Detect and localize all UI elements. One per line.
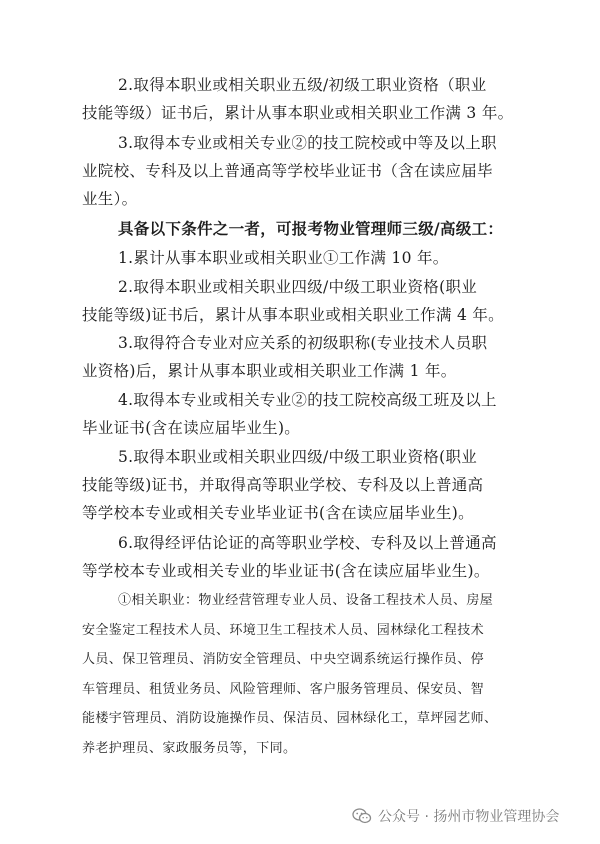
- footnote-line: 车管理员、租赁业务员、风险管理师、客户服务管理员、保安员、智: [82, 681, 485, 697]
- footnote-line: 安全鉴定工程技术人员、环境卫生工程技术人员、园林绿化工程技术: [82, 622, 485, 638]
- paragraph-line: 业生）。: [82, 190, 138, 208]
- paragraph-line: 技能等级)证书后，累计从事本职业或相关职业工作满 4 年。: [82, 306, 504, 324]
- watermark-text: 公众号 · 扬州市物业管理协会: [378, 809, 560, 825]
- paragraph-line: 业资格)后，累计从事本职业或相关职业工作满 1 年。: [82, 362, 457, 380]
- paragraph-line: 6.取得经评估论证的高等职业学校、专科及以上普通高: [118, 534, 497, 552]
- paragraph: [0, 443, 483, 527]
- paragraph: [0, 71, 513, 127]
- paragraph-line: 毕业证书(含在读应届毕业生)。: [82, 419, 301, 437]
- paragraph: [0, 529, 497, 585]
- footnote-line: 人员、保卫管理员、消防安全管理员、中央空调系统运行操作员、停: [82, 652, 485, 667]
- paragraph-line: 业院校、专科及以上普通高等学校毕业证书（含在读应届毕: [82, 162, 493, 180]
- paragraph: [0, 329, 487, 385]
- paragraph: [0, 386, 497, 442]
- wechat-watermark: [352, 806, 559, 826]
- footnote-line: 能楼宇管理员、消防设施操作员、保洁员、园林绿化工，草坪园艺师、: [82, 711, 498, 726]
- paragraph-line: 3.取得本专业或相关专业②的技工院校或中等及以上职: [118, 134, 497, 152]
- wechat-icon: [352, 808, 372, 824]
- footnote-line: ①相关职业：物业经营管理专业人员、设备工程技术人员、房屋: [118, 593, 494, 608]
- paragraph: [0, 129, 497, 213]
- paragraph: [0, 273, 504, 329]
- paragraph-line: 等学校本专业或相关专业的毕业证书(含在读应届毕业生)。: [82, 562, 490, 580]
- paragraph-line: 1.累计从事本职业或相关职业①工作满 10 年。: [118, 249, 449, 267]
- paragraph-line: 技能等级）证书后，累计从事本职业或相关职业工作满 3 年。: [82, 104, 514, 122]
- paragraph-line: 技能等级)证书，并取得高等职业学校、专科及以上普通高: [82, 476, 484, 494]
- footnote: [0, 586, 497, 763]
- paragraph-line: 4.取得本专业或相关专业②的技工院校高级工班及以上: [118, 391, 497, 409]
- paragraph: [0, 244, 449, 272]
- heading-line: 具备以下条件之一者，可报考物业管理师三级/高级工：: [118, 219, 504, 238]
- footnote-line: 养老护理员、家政服务员等，下同。: [82, 740, 297, 756]
- paragraph-line: 2.取得本职业或相关职业五级/初级工职业资格（职业: [118, 76, 487, 94]
- paragraph-line: 3.取得符合专业对应关系的初级职称(专业技术人员职: [118, 334, 488, 352]
- paragraph-line: 2.取得本职业或相关职业四级/中级工职业资格(职业: [118, 278, 478, 296]
- paragraph-line: 5.取得本职业或相关职业四级/中级工职业资格(职业: [118, 448, 478, 466]
- section-heading: [0, 215, 503, 243]
- paragraph-line: 等学校本专业或相关专业毕业证书(含在读应届毕业生)。: [82, 504, 474, 522]
